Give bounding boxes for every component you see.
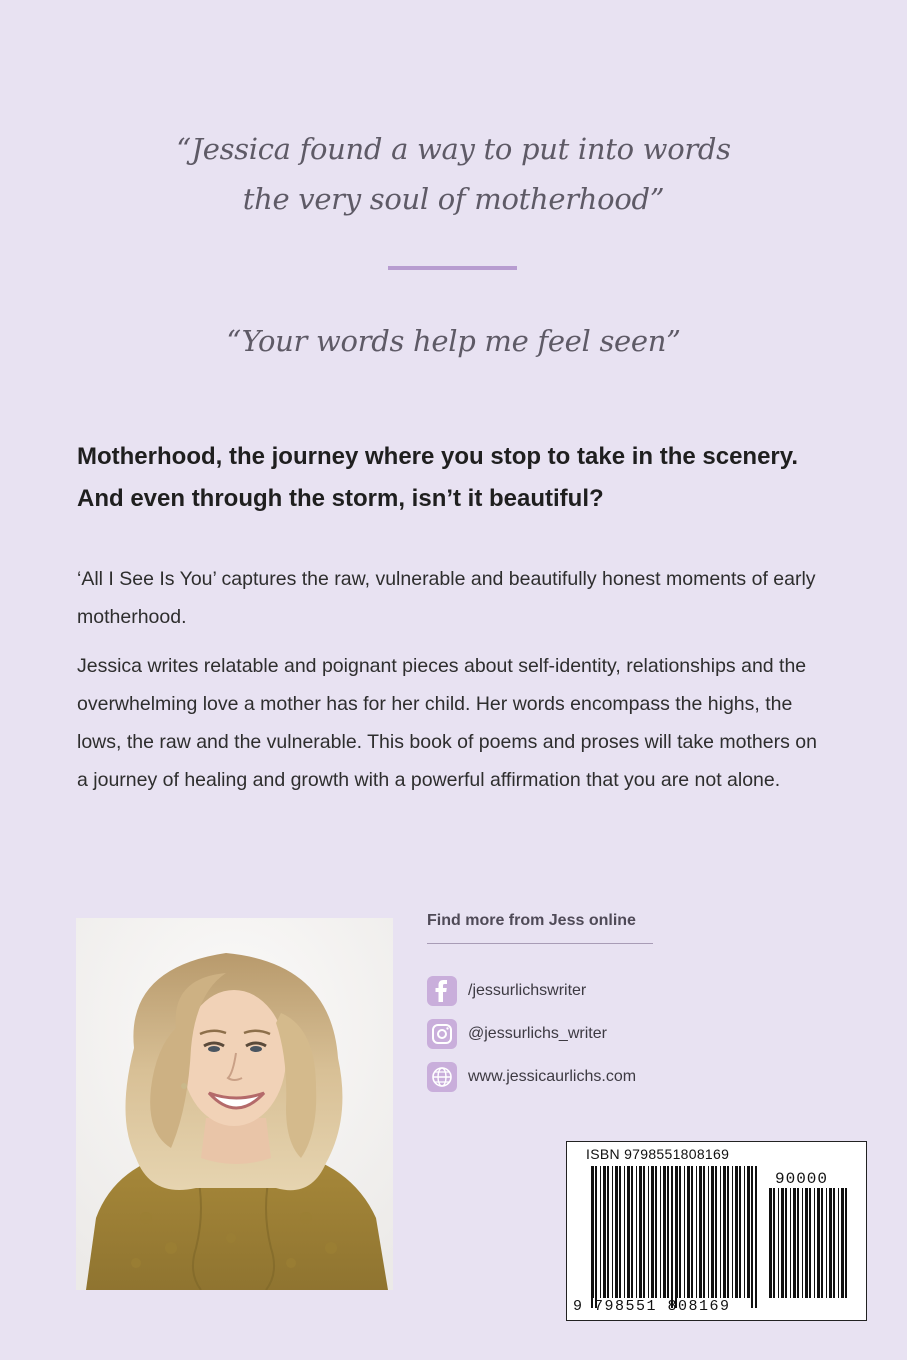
tagline-line-1: Motherhood, the journey where you stop to take in the scenery. <box>77 443 798 470</box>
barcode-digits: 9 798551 808169 <box>573 1298 731 1315</box>
barcode-bar <box>841 1188 844 1298</box>
barcode-bar <box>769 1188 772 1298</box>
barcode-bar <box>639 1166 642 1298</box>
barcode-bar <box>600 1166 601 1298</box>
barcode-addon-number: 90000 <box>775 1170 829 1188</box>
instagram-handle: @jessurlichs_writer <box>468 1025 607 1042</box>
barcode-bar <box>667 1166 669 1298</box>
barcode-bar <box>699 1166 702 1298</box>
endorsement-quote-2: “Your words help me feel seen” <box>226 324 681 358</box>
barcode-bar <box>679 1166 681 1298</box>
barcode-bar <box>651 1166 654 1298</box>
facebook-link[interactable] <box>427 976 586 1006</box>
barcode-bar <box>624 1166 625 1298</box>
author-photo <box>76 918 393 1290</box>
barcode-bar <box>643 1166 645 1298</box>
instagram-icon <box>427 1019 457 1049</box>
quote-1-line-2: the very soul of motherhood” <box>242 182 665 216</box>
barcode-bar <box>711 1166 714 1298</box>
barcode-bar <box>727 1166 729 1298</box>
barcode-bar <box>817 1188 820 1298</box>
barcode-bar <box>723 1166 726 1298</box>
barcode-bar <box>660 1166 661 1298</box>
barcode-bar <box>838 1188 839 1298</box>
barcode-bar <box>655 1166 657 1298</box>
tagline-line-2: And even through the storm, isn’t it beautiful? <box>77 485 604 512</box>
tagline <box>77 436 847 520</box>
barcode-guard-bar <box>595 1166 597 1308</box>
barcode-bar <box>735 1166 738 1298</box>
barcode-bar <box>785 1188 787 1298</box>
barcode-bar <box>603 1166 606 1298</box>
barcode-bar <box>826 1188 827 1298</box>
barcode-guard-bar <box>675 1166 677 1308</box>
barcode-bar <box>805 1188 808 1298</box>
globe-icon <box>427 1062 457 1092</box>
barcode-bar <box>802 1188 803 1298</box>
barcode-bar <box>663 1166 666 1298</box>
barcode-bar <box>615 1166 618 1298</box>
facebook-handle: /jessurlichswriter <box>468 982 587 999</box>
barcode-bar <box>703 1166 705 1298</box>
barcode-bar <box>612 1166 613 1298</box>
barcode-bar <box>715 1166 717 1298</box>
barcode-bar <box>797 1188 799 1298</box>
barcode-bar <box>781 1188 784 1298</box>
barcode-bar <box>793 1188 796 1298</box>
barcode-bar <box>687 1166 690 1298</box>
barcode-bar <box>720 1166 721 1298</box>
description-paragraph-1: ‘All I See Is You’ captures the raw, vulnerable and beautifully honest moments of early motherhood. <box>77 568 816 628</box>
barcode-bar <box>833 1188 835 1298</box>
barcode-bar <box>696 1166 697 1298</box>
barcode-bar <box>821 1188 823 1298</box>
website-url: www.jessicaurlichs.com <box>468 1068 637 1085</box>
barcode-bar <box>778 1188 779 1298</box>
barcode-bar <box>773 1188 775 1298</box>
barcode-bar <box>708 1166 709 1298</box>
isbn-barcode <box>566 1141 867 1321</box>
barcode-bar <box>684 1166 685 1298</box>
description-paragraph-2: Jessica writes relatable and poignant pieces about self-identity, relationships and the overwhelming love a mother has for her child. Her words encompass the highs, the lows, the raw and the vulnerable. This book of poems and proses will take mothers on a journey of healing and growth with a powerful affirmation that you are not alone. <box>77 655 817 791</box>
barcode-bar <box>607 1166 609 1298</box>
isbn-label: ISBN 9798551808169 <box>586 1146 730 1162</box>
barcode-bar <box>636 1166 637 1298</box>
barcode-guard-bar <box>671 1166 673 1308</box>
barcode-guard-bar <box>751 1166 753 1308</box>
barcode-guard-bar <box>591 1166 593 1308</box>
barcode-bar <box>648 1166 649 1298</box>
barcode-bar <box>744 1166 745 1298</box>
barcode-bar <box>619 1166 621 1298</box>
barcode-guard-bar <box>755 1166 757 1308</box>
barcode-bar <box>845 1188 847 1298</box>
barcode-bar <box>631 1166 633 1298</box>
barcode-bar <box>747 1166 750 1298</box>
find-more-heading: Find more from Jess online <box>427 912 636 929</box>
barcode-bar <box>732 1166 733 1298</box>
find-more-underline <box>427 943 653 944</box>
barcode-bar <box>814 1188 815 1298</box>
barcode-bars <box>567 1142 866 1320</box>
facebook-icon <box>427 976 457 1006</box>
barcode-bar <box>627 1166 630 1298</box>
barcode-bar <box>691 1166 693 1298</box>
barcode-bar <box>829 1188 832 1298</box>
website-link[interactable] <box>427 1062 636 1092</box>
barcode-bar <box>809 1188 811 1298</box>
barcode-bar <box>739 1166 741 1298</box>
quote-divider <box>388 266 517 270</box>
endorsement-quote-1 <box>0 124 907 224</box>
quote-1-line-1: “Jessica found a way to put into words <box>176 132 731 166</box>
instagram-link[interactable] <box>427 1019 607 1049</box>
barcode-bar <box>790 1188 791 1298</box>
